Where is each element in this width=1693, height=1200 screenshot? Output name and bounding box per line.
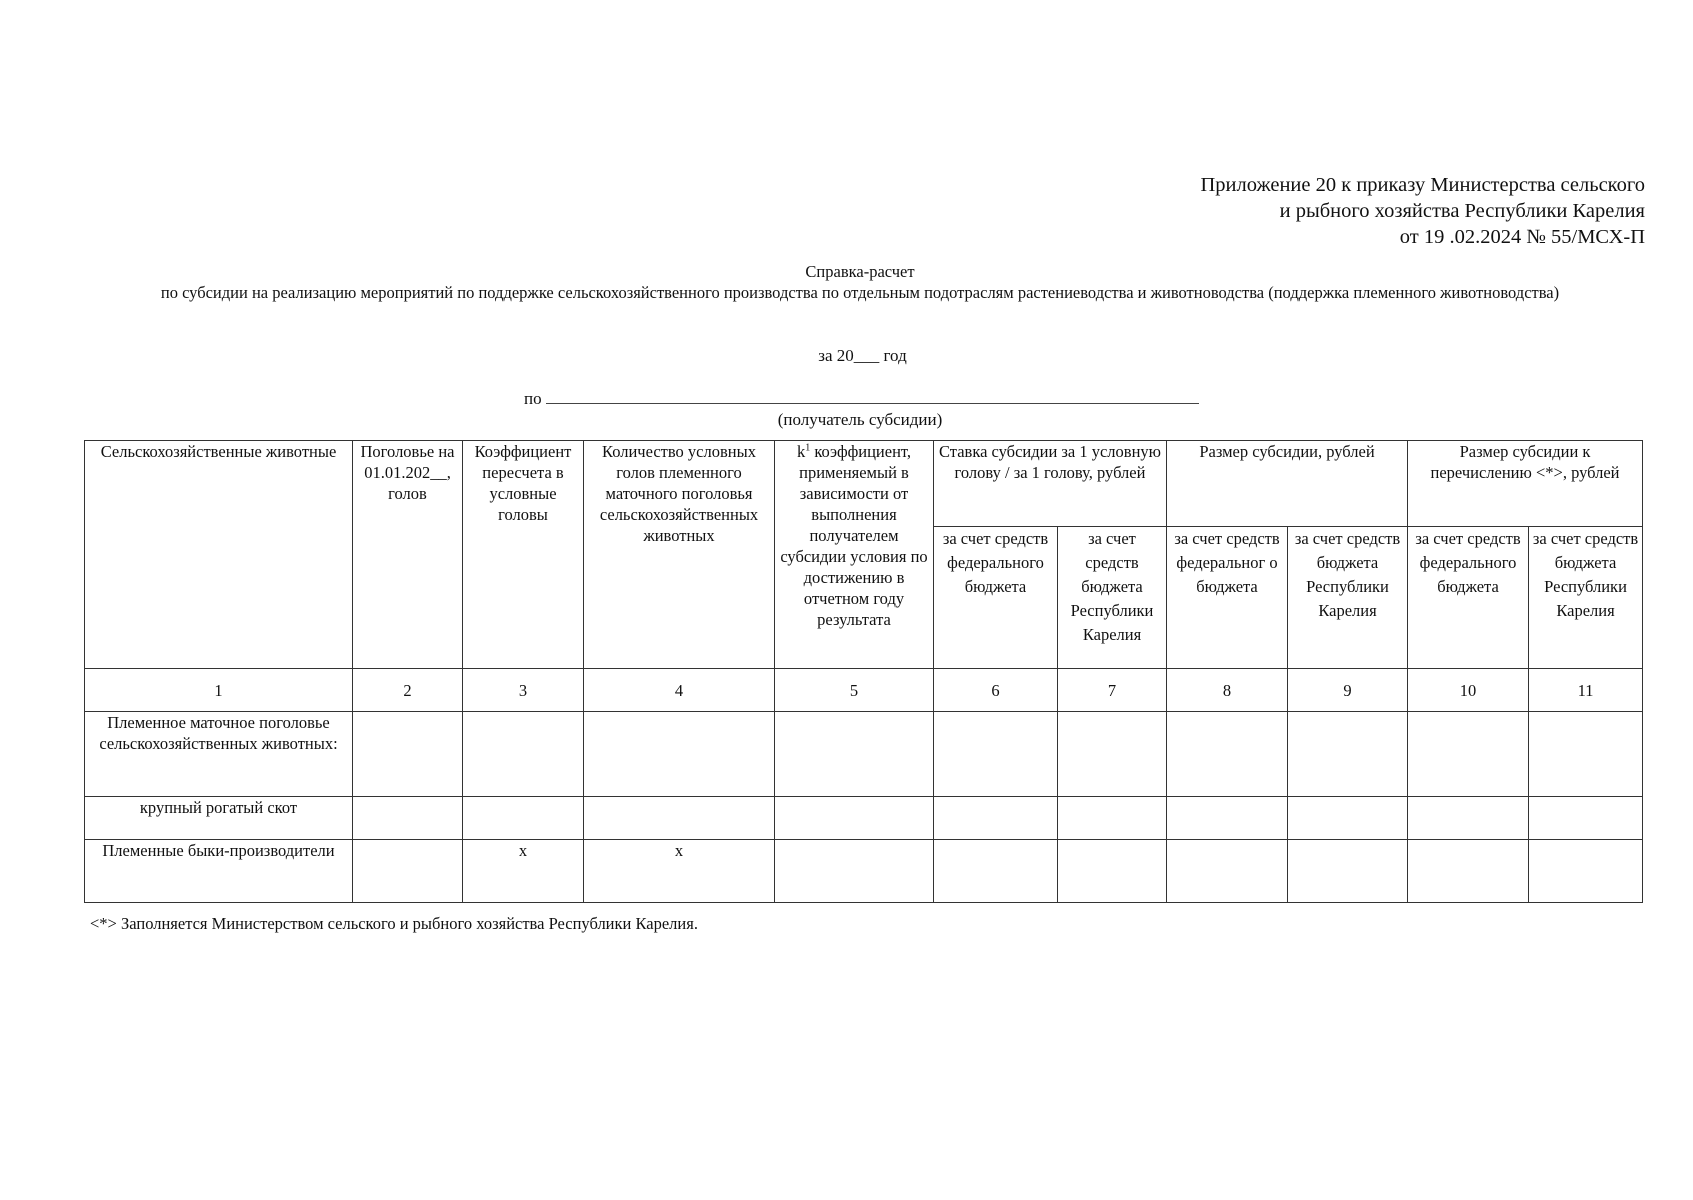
table-cell — [353, 840, 463, 903]
k-symbol: k — [796, 442, 806, 461]
header-animals: Сельскохозяйственные животные — [85, 441, 353, 669]
not-applicable-mark: x — [584, 840, 775, 903]
table-cell — [1167, 712, 1288, 797]
row-label: Племенное маточное поголовье сельскохозяйственных животных: — [85, 712, 353, 797]
header-conversion-coefficient: Коэффициент пересчета в условные головы — [463, 441, 584, 669]
header-size-federal: за счет средств федеральног о бюджета — [1167, 527, 1288, 669]
column-number: 6 — [934, 669, 1058, 712]
table-cell — [1058, 712, 1167, 797]
appendix-line-3: от 19 .02.2024 № 55/МСХ-П — [1399, 226, 1645, 248]
k-description: коэффициент, применяемый в зависимости от выполнения получателем субсидии условия по достижению в отчетном году результата — [780, 442, 928, 629]
table-cell — [463, 797, 584, 840]
column-number: 5 — [775, 669, 934, 712]
table-cell — [584, 712, 775, 797]
table-row — [85, 797, 1643, 840]
column-number-row — [85, 669, 1643, 712]
subsidy-calculation-table — [84, 440, 1643, 903]
recipient-prefix: по — [524, 389, 542, 408]
column-number: 10 — [1408, 669, 1529, 712]
header-subsidy-size: Размер субсидии, рублей — [1167, 441, 1408, 527]
footnote: <*> Заполняется Министерством сельского и рыбного хозяйства Республики Карелия. — [90, 914, 698, 933]
table-cell — [1288, 797, 1408, 840]
column-number: 9 — [1288, 669, 1408, 712]
table-row — [85, 712, 1643, 797]
appendix-line-2: и рыбного хозяйства Республики Карелия — [1279, 200, 1645, 222]
table-cell — [1167, 840, 1288, 903]
header-rate-federal: за счет средств федерального бюджета — [934, 527, 1058, 669]
document-title — [140, 261, 1580, 303]
column-number: 4 — [584, 669, 775, 712]
recipient-line — [524, 389, 1199, 409]
table-cell — [1288, 712, 1408, 797]
k-superscript: 1 — [805, 442, 811, 454]
recipient-blank-line — [546, 389, 1199, 404]
table-cell — [1288, 840, 1408, 903]
table-cell — [463, 712, 584, 797]
table-cell — [775, 797, 934, 840]
header-conditional-heads: Количество условных голов племенного маточного поголовья сельскохозяйственных животных — [584, 441, 775, 669]
table-cell — [353, 712, 463, 797]
table-cell — [1058, 797, 1167, 840]
column-number: 8 — [1167, 669, 1288, 712]
table-cell — [1408, 712, 1529, 797]
column-number: 11 — [1529, 669, 1643, 712]
column-number: 2 — [353, 669, 463, 712]
header-rate-regional: за счет средств бюджета Республики Карелия — [1058, 527, 1167, 669]
column-number: 1 — [85, 669, 353, 712]
table-cell — [1408, 840, 1529, 903]
table-cell — [775, 840, 934, 903]
row-label: крупный рогатый скот — [85, 797, 353, 840]
header-livestock-count: Поголовье на 01.01.202__, голов — [353, 441, 463, 669]
recipient-caption: (получатель субсидии) — [777, 410, 943, 429]
column-number: 7 — [1058, 669, 1167, 712]
row-label: Племенные быки-производители — [85, 840, 353, 903]
column-number: 3 — [463, 669, 584, 712]
title-subject: по субсидии на реализацию мероприятий по поддержке сельскохозяйственного производства по отдельным подотраслям растениеводства и животноводства (поддержка племенного животноводства) — [160, 283, 1560, 302]
appendix-line-1: Приложение 20 к приказу Министерства сельского — [1200, 174, 1645, 196]
header-k1-coefficient — [775, 441, 934, 669]
not-applicable-mark: x — [463, 840, 584, 903]
table-cell — [1529, 840, 1643, 903]
header-subsidy-transfer: Размер субсидии к перечислению <*>, рублей — [1408, 441, 1643, 527]
table-cell — [934, 840, 1058, 903]
appendix-reference — [1200, 172, 1645, 250]
title-heading: Справка-расчет — [805, 262, 915, 281]
header-transfer-federal: за счет средств федерального бюджета — [1408, 527, 1529, 669]
table-cell — [1529, 712, 1643, 797]
table-cell — [584, 797, 775, 840]
header-subsidy-rate: Ставка субсидии за 1 условную голову / за 1 голову, рублей — [934, 441, 1167, 527]
table-cell — [1058, 840, 1167, 903]
table-cell — [775, 712, 934, 797]
header-transfer-regional: за счет средств бюджета Республики Карелия — [1529, 527, 1643, 669]
table-cell — [1529, 797, 1643, 840]
table-row — [85, 840, 1643, 903]
table-cell — [1408, 797, 1529, 840]
table-cell — [1167, 797, 1288, 840]
table-cell — [353, 797, 463, 840]
header-size-regional: за счет средств бюджета Республики Карелия — [1288, 527, 1408, 669]
table-cell — [934, 712, 1058, 797]
period-line: за 20___ год — [818, 346, 907, 365]
table-cell — [934, 797, 1058, 840]
